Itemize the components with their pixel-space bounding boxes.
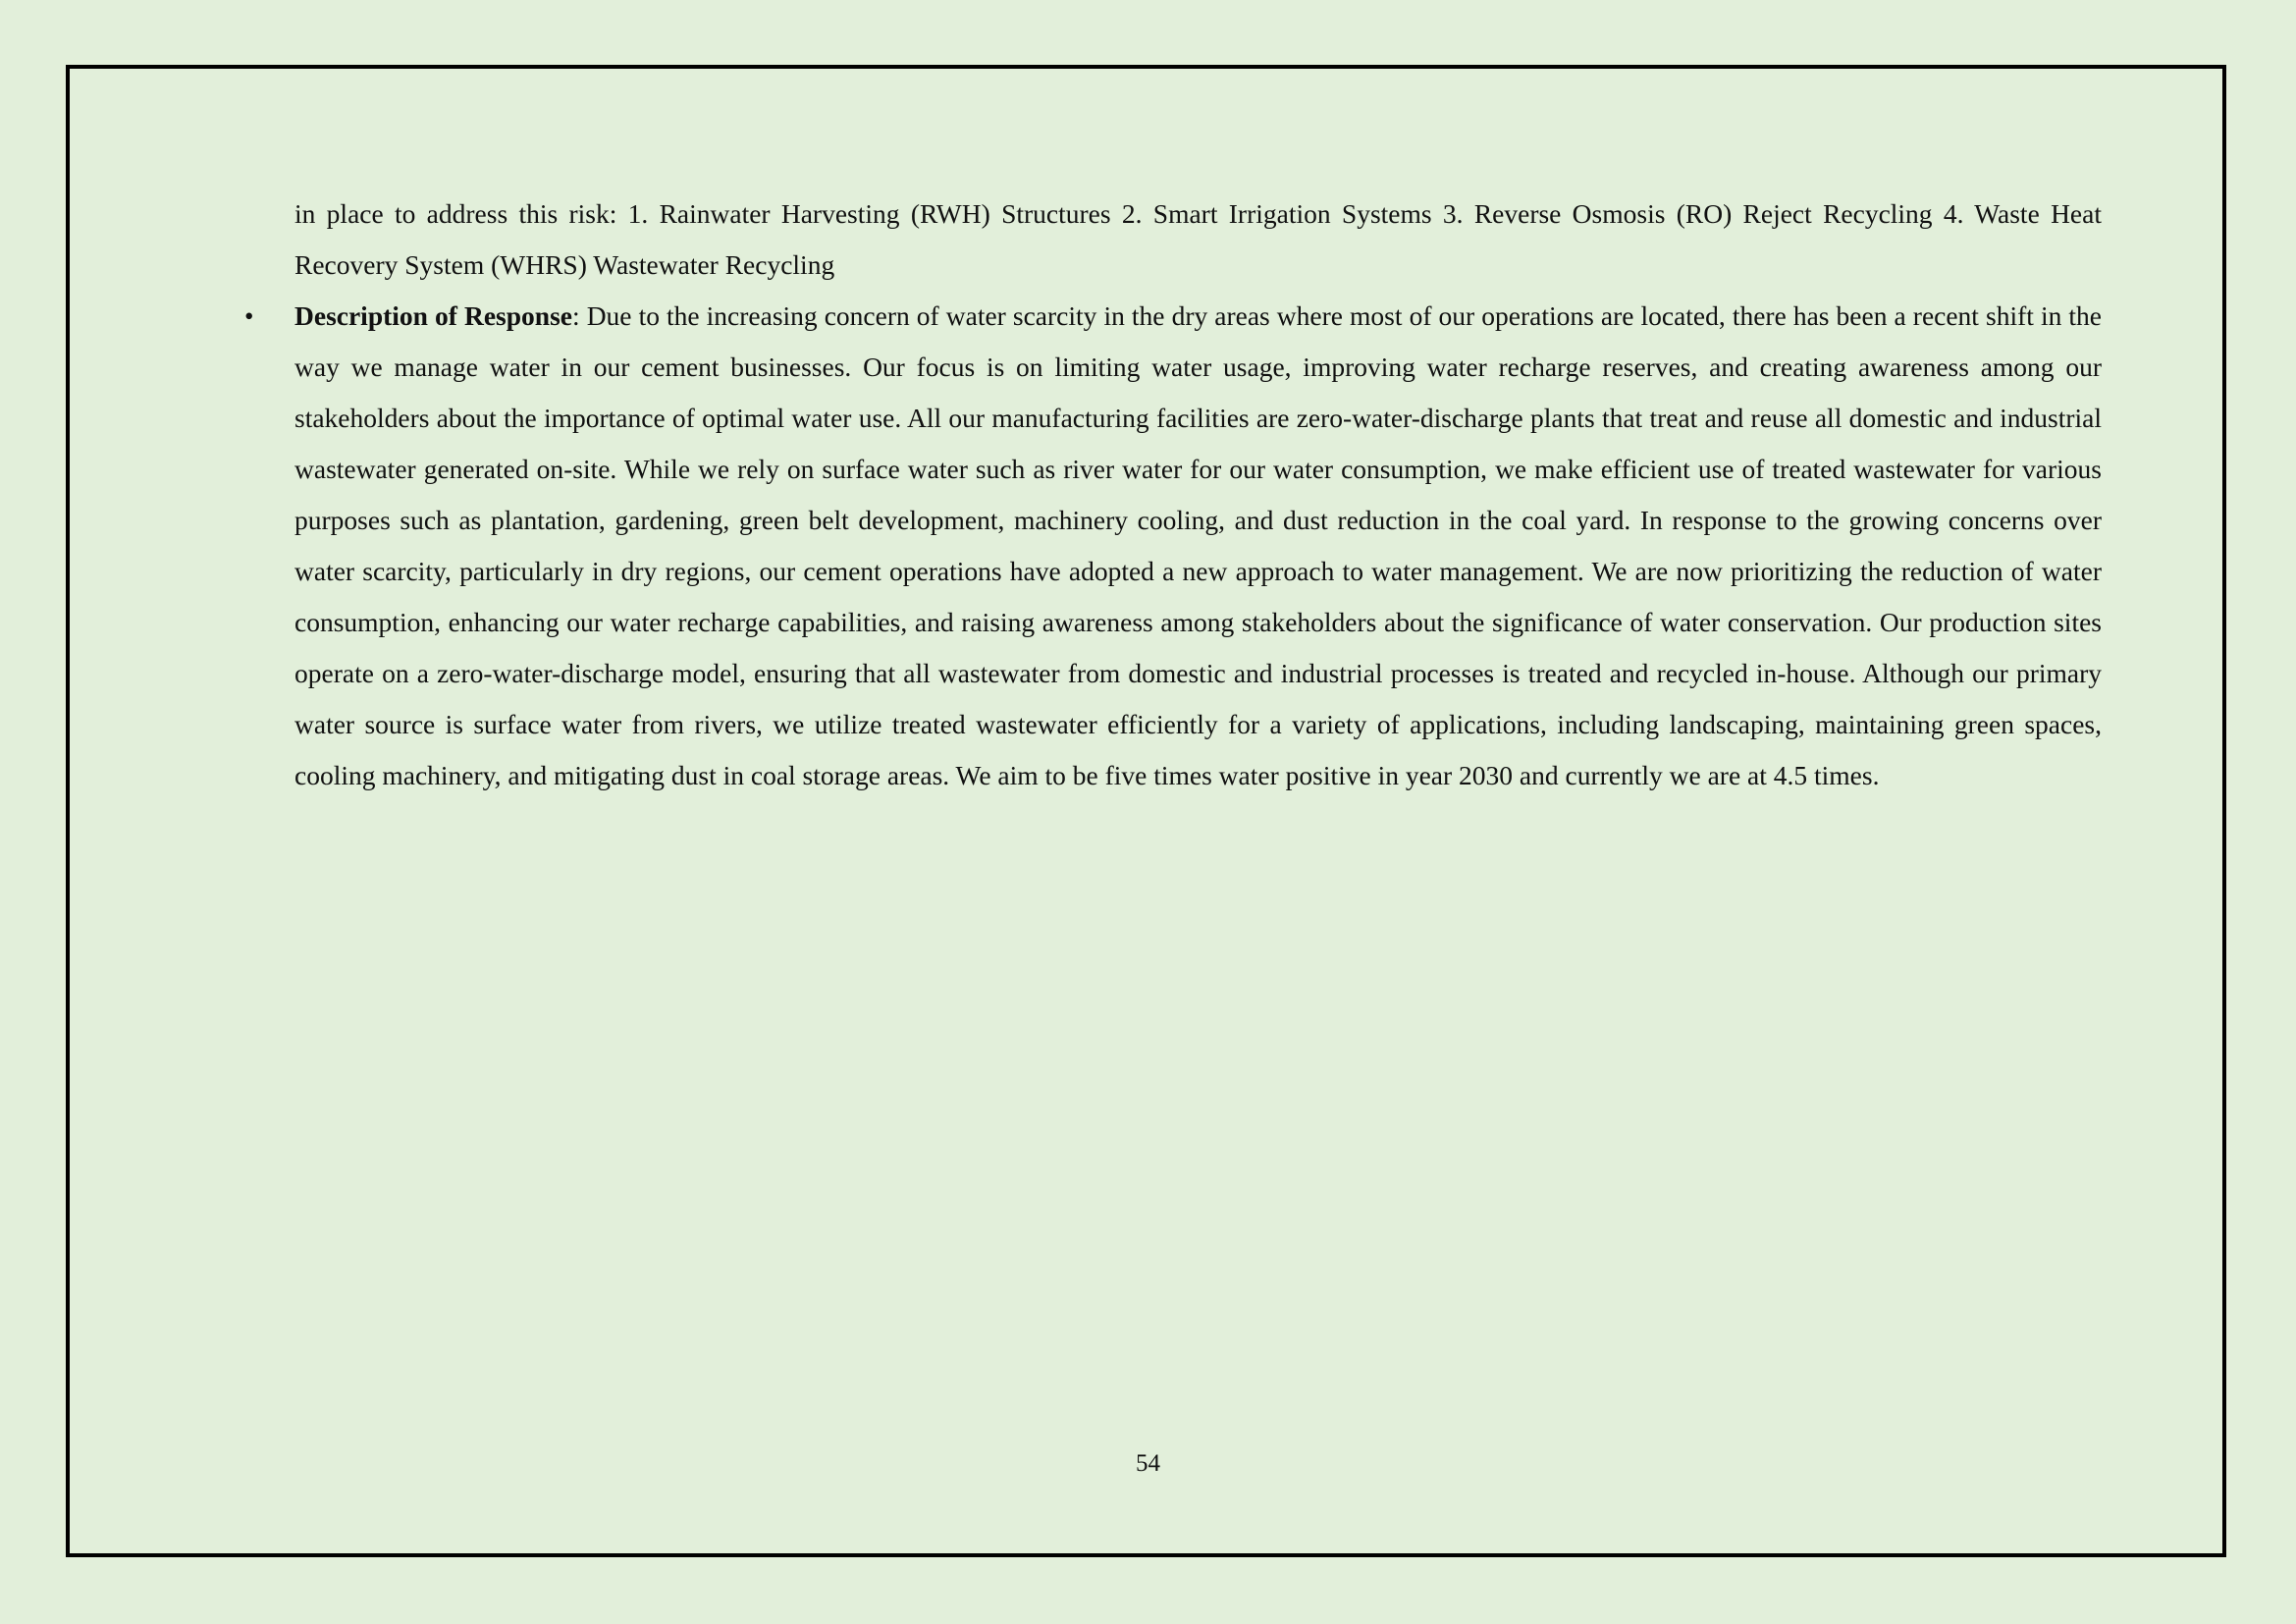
response-bullet-item xyxy=(244,291,2102,801)
document-body xyxy=(244,189,2102,801)
response-text: : Due to the increasing concern of water scarcity in the dry areas where most of our operations are located, there has been a recent shift in the way we manage water in our cement businesses. Our focus is on limiting water usage, improving water recharge reserves, and creating awareness among our stakeholders about the importance of optimal water use. All our manufacturing facilities are zero-water-discharge plants that treat and reuse all domestic and industrial wastewater generated on-site. While we rely on surface water such as river water for our water consumption, we make efficient use of treated wastewater for various purposes such as plantation, gardening, green belt development, machinery cooling, and dust reduction in the coal yard. In response to the growing concerns over water scarcity, particularly in dry regions, our cement operations have adopted a new approach to water management. We are now prioritizing the reduction of water consumption, enhancing our water recharge capabilities, and raising awareness among stakeholders about the significance of water conservation. Our production sites operate on a zero-water-discharge model, ensuring that all wastewater from domestic and industrial processes is treated and recycled in-house. Although our primary water source is surface water from rivers, we utilize treated wastewater efficiently for a variety of applications, including landscaping, maintaining green spaces, cooling machinery, and mitigating dust in coal storage areas. We aim to be five times water positive in year 2030 and currently we are at 4.5 times. xyxy=(294,300,2102,790)
response-label: Description of Response xyxy=(294,300,572,331)
page-number: 54 xyxy=(1136,1450,1160,1477)
bullet-icon: • xyxy=(244,301,254,331)
continuation-paragraph: in place to address this risk: 1. Rainwater Harvesting (RWH) Structures 2. Smart Irrigation Systems 3. Reverse Osmosis (RO) Reject Recycling 4. Waste Heat Recovery System (WHRS) Wastewater Recycling xyxy=(294,198,2102,280)
